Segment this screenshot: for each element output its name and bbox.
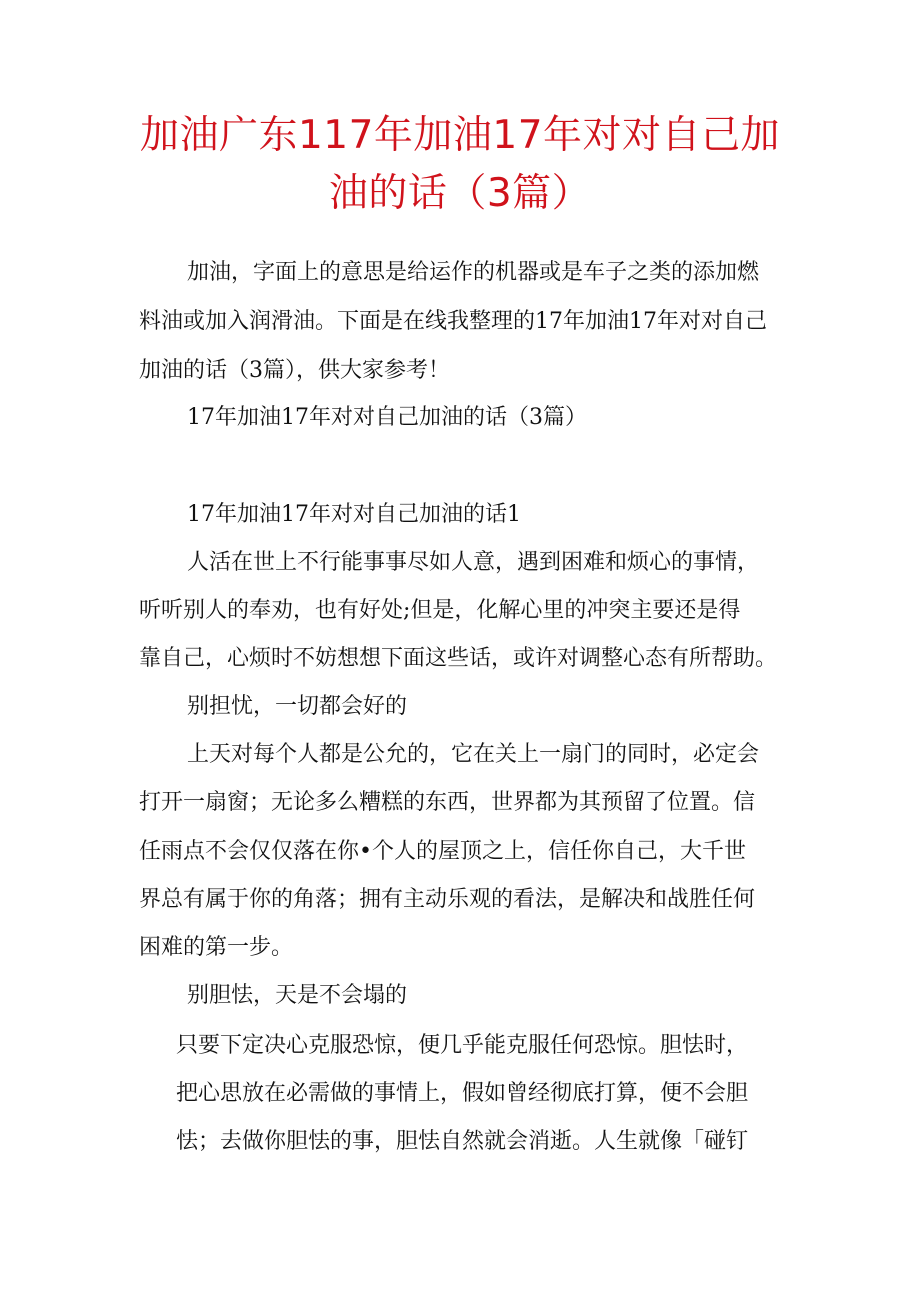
- paragraph-1-line-3: 靠自己，心烦时不妨想想下面这些话，或许对调整心态有所帮助。: [139, 646, 778, 671]
- section-heading-1: 17年加油17年对对自己加油的话1: [187, 502, 521, 527]
- paragraph-2-line-4: 界总有属于你的角落；拥有主动乐观的看法，是解决和战胜任何: [139, 887, 756, 912]
- point-heading-2: 别胆怯，天是不会塌的: [187, 983, 408, 1008]
- title-line-1: 加油广东117年加油17年对对自己加: [139, 113, 781, 158]
- subheading-collection: 17年加油17年对对自己加油的话（3篇）: [187, 405, 587, 430]
- intro-line-2: 料油或加入润滑油。下面是在线我整理的17年加油17年对对自己: [139, 309, 767, 334]
- point-heading-1: 别担忧，一切都会好的: [187, 694, 408, 719]
- paragraph-2-line-1: 上天对每个人都是公允的，它在关上一扇门的同时，必定会: [187, 742, 760, 767]
- intro-line-1: 加油，字面上的意思是给运作的机器或是车子之类的添加燃: [187, 260, 760, 285]
- intro-line-3: 加油的话（3篇），供大家参考！: [139, 358, 450, 383]
- paragraph-3-line-1: 只要下定决心克服恐惊，便几乎能克服任何恐惊。胆怯时，: [176, 1033, 749, 1058]
- title-line-2: 油的话（3篇）: [328, 171, 592, 216]
- paragraph-3-line-3: 怯；去做你胆怯的事，胆怯自然就会消逝。人生就像「碰钉: [176, 1129, 749, 1154]
- paragraph-3-line-2: 把心思放在必需做的事情上，假如曾经彻底打算，便不会胆: [176, 1081, 749, 1106]
- paragraph-1-line-2: 听听别人的奉劝，也有好处;但是，化解心里的冲突主要还是得: [139, 598, 741, 623]
- paragraph-1-line-1: 人活在世上不行能事事尽如人意，遇到困难和烦心的事情，: [187, 550, 760, 575]
- paragraph-2-line-3: 任雨点不会仅仅落在你•个人的屋顶之上，信任你自己，大千世: [139, 839, 746, 864]
- paragraph-2-line-5: 困难的第一步。: [139, 935, 294, 960]
- paragraph-2-line-2: 打开一扇窗；无论多么糟糕的东西，世界都为其预留了位置。信: [139, 790, 756, 815]
